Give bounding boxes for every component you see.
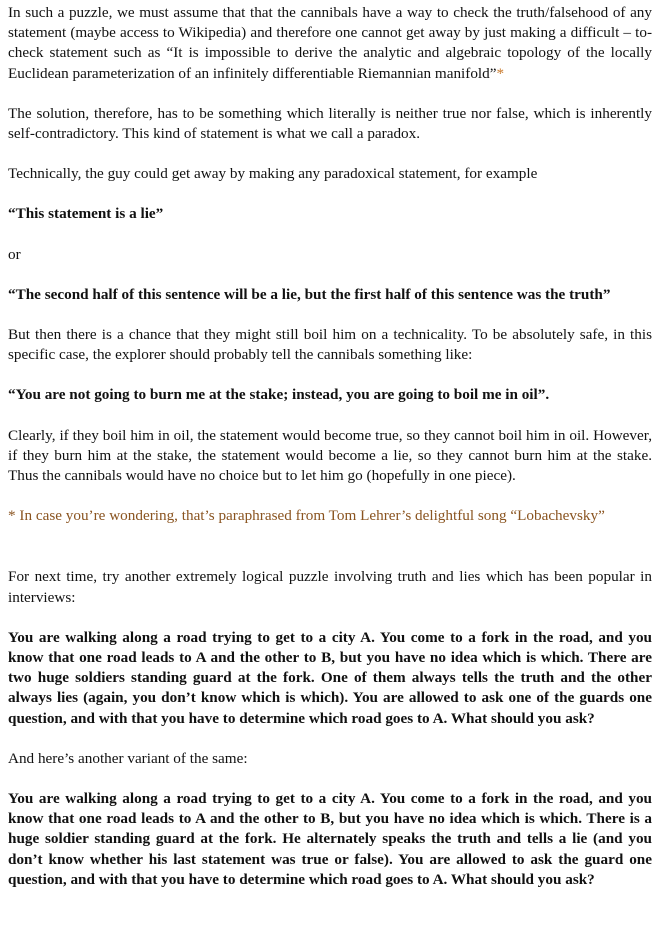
puzzle-one-soldier: You are walking along a road trying to get to a city A. You come to a fork in the road, and you know that one road leads to A and the other to B, but you have no idea which is which. There is a huge soldier standing guard at the fork. He alternately speaks the truth and tells a lie (and you don’t know whether his last statement was true or false). You are allowed to ask the guard one question, and with that you have to determine which road goes to A. What should you ask? [8,790,652,888]
paragraph-solution: The solution, therefore, has to be something which literally is neither true nor false, which is inherently self-contradictory. This kind of statement is what we call a paradox. [8,104,652,143]
quote-this-statement-is-a-lie: “This statement is a lie” [8,205,164,223]
document-page [0,3,660,890]
paragraph-technically: Technically, the guy could get away by making any paradoxical statement, for example [8,165,538,183]
paragraph-or: or [8,245,21,263]
paragraph-puzzle-assumption [8,3,652,84]
paragraph-technicality: But then there is a chance that they might still boil him on a technicality. To be absolutely safe, in this specific case, the explorer should probably tell the cannibals something like: [8,326,652,364]
paragraph-next-time: For next time, try another extremely logical puzzle involving truth and lies which has been popular in interviews: [8,568,652,606]
quote-boil-in-oil: “You are not going to burn me at the stake; instead, you are going to boil me in oil”. [8,386,550,404]
paragraph-clearly: Clearly, if they boil him in oil, the statement would become true, so they cannot boil him in oil. However, if they burn him at the stake, the statement would become a lie, so they cannot burn him at the stake. Thus the cannibals would have no choice but to let him go (hopefully in one piece). [8,426,652,485]
paragraph-text: In such a puzzle, we must assume that that the cannibals have a way to check the truth/falsehood of any statement (maybe access to Wikipedia) and therefore one cannot get away by just making a difficult – to-check statement such as “It is impossible to derive the analytic and algebraic topology of the locally Euclidean parameterization of an infinitely differentiable Riemannian manifold” [8,4,652,82]
quote-second-half: “The second half of this sentence will be a lie, but the first half of this sentence was the truth” [8,285,611,303]
paragraph-variant: And here’s another variant of the same: [8,749,248,767]
footnote: * In case you’re wondering, that’s paraphrased from Tom Lehrer’s delightful song “Lobachevsky” [8,507,605,525]
footnote-marker: * [496,64,505,82]
puzzle-two-soldiers: You are walking along a road trying to get to a city A. You come to a fork in the road, and you know that one road leads to A and the other to B, but you have no idea which is which. There are two huge soldiers standing guard at the fork. One of them always tells the truth and the other always lies (again, you don’t know which is which). You are allowed to ask one of the guards one question, and with that you have to determine which road goes to A. What should you ask? [8,628,652,727]
